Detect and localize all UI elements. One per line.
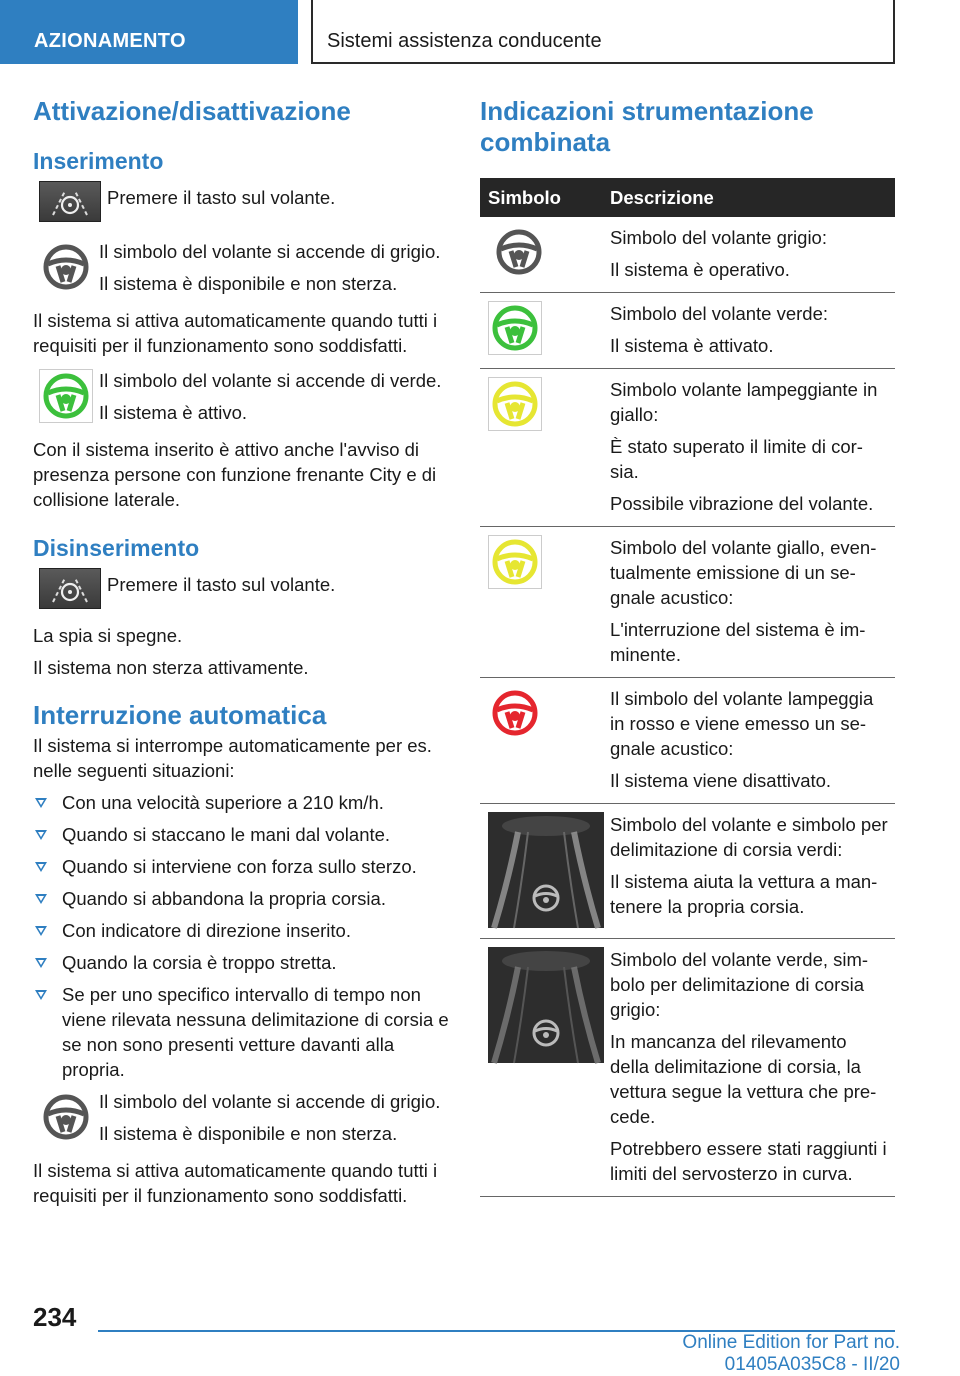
inserimento-green-text-2: Il sistema è attivo.	[99, 402, 248, 423]
interruzione-grey-text-2: Il sistema è disponibile e non sterza.	[99, 1123, 398, 1144]
edition-text: Online Edition for Part no. 01405A035C8 - II/20	[682, 1332, 900, 1375]
row-description-line: Simbolo volante lampeggiante in giallo:	[610, 379, 878, 425]
row-description-line: Potrebbero essere stati raggiunti i limiti del servosterzo in curva.	[610, 1138, 887, 1184]
row-description-line: Simbolo del volante e simbolo per delimitazione di corsia verdi:	[610, 814, 888, 860]
interruzione-list	[33, 790, 451, 1082]
list-item: Quando si staccano le mani dal volante.	[33, 822, 451, 847]
lane-assist-button-icon	[39, 181, 101, 222]
row-description-line: L'interruzione del sistema è im-minente.	[610, 619, 866, 665]
row-description-line: Simbolo del volante giallo, even-tualmente emissione di un se-gnale acustico:	[610, 537, 877, 608]
inserimento-grey-text-1: Il simbolo del volante si accende di grigio.	[99, 241, 441, 262]
table-header-descrizione: Descrizione	[610, 178, 895, 217]
list-item: Quando si abbandona la propria corsia.	[33, 886, 451, 911]
row-description-line: Simbolo del volante grigio:	[610, 227, 827, 248]
row-description-line: Simbolo del volante verde:	[610, 303, 829, 324]
symbol-table	[480, 178, 895, 1197]
row-description-line: Il sistema è operativo.	[610, 259, 790, 280]
table-row	[480, 804, 895, 939]
row-description-line: È stato superato il limite di cor-sia.	[610, 436, 863, 482]
steering-wheel-grey-icon	[41, 1092, 91, 1142]
row-description-line: Il sistema viene disattivato.	[610, 770, 832, 791]
table-row	[480, 678, 895, 804]
inserimento-green-text-1: Il simbolo del volante si accende di verde.	[99, 370, 442, 391]
left-column	[33, 96, 451, 1208]
interruzione-para: Il sistema si attiva automaticamente quando tutti i requisiti per il funzionamento sono soddisfatti.	[33, 1160, 438, 1206]
disinserimento-button-text: Premere il tasto sul volante.	[107, 574, 336, 595]
page-number: 234	[33, 1302, 77, 1332]
disinserimento-heading: Disinserimento	[33, 535, 200, 561]
row-description-line: Il simbolo del volante lampeggia in rosso e viene emesso un se-gnale acustico:	[610, 688, 874, 759]
interruzione-grey-text-1: Il simbolo del volante si accende di grigio.	[99, 1091, 441, 1112]
steering-wheel-yellow-icon	[490, 379, 540, 429]
inserimento-button-text: Premere il tasto sul volante.	[107, 187, 336, 208]
inserimento-button-row	[33, 181, 451, 222]
table-row	[480, 369, 895, 527]
chapter-tab	[311, 0, 895, 64]
right-column	[480, 96, 895, 1197]
table-row	[480, 217, 895, 293]
table-header-simbolo: Simbolo	[480, 178, 610, 217]
table-row	[480, 939, 895, 1197]
lane-grey-icon	[488, 947, 604, 1063]
row-description-line: Il sistema è attivato.	[610, 335, 774, 356]
row-description-line: Simbolo del volante verde, sim-bolo per delimitazione di corsia grigio:	[610, 949, 869, 1020]
steering-wheel-red-icon	[490, 688, 540, 738]
steering-wheel-grey-icon	[41, 242, 91, 292]
table-header-row	[480, 178, 895, 217]
chapter-label: Sistemi assistenza conducente	[327, 30, 602, 52]
inserimento-grey-text-2: Il sistema è disponibile e non sterza.	[99, 273, 398, 294]
table-row	[480, 527, 895, 678]
row-description-line: Il sistema aiuta la vettura a man-tenere la propria corsia.	[610, 871, 878, 917]
row-description-line: Possibile vibrazione del volante.	[610, 493, 874, 514]
row-description-line: In mancanza del rilevamento della delimitazione di corsia, la vettura segue la vettura che pre-cede.	[610, 1031, 877, 1127]
interruzione-intro: Il sistema si interrompe automaticamente per es. nelle seguenti situazioni:	[33, 735, 432, 781]
inserimento-green-row	[33, 368, 451, 425]
section-label: AZIONAMENTO	[34, 30, 186, 52]
inserimento-heading: Inserimento	[33, 148, 164, 174]
inserimento-para-2: Con il sistema inserito è attivo anche l'avviso di presenza persone con funzione frenante City e di collisione laterale.	[33, 439, 437, 510]
steering-wheel-grey-icon	[494, 227, 544, 277]
lane-assist-button-icon	[39, 568, 101, 609]
disinserimento-line-1: La spia si spegne.	[33, 625, 183, 646]
disinserimento-line-2: Il sistema non sterza attivamente.	[33, 657, 309, 678]
steering-wheel-green-icon	[41, 371, 91, 421]
section-tab	[0, 0, 298, 64]
steering-wheel-yellow-icon	[490, 537, 540, 587]
list-item: Quando la corsia è troppo stretta.	[33, 950, 451, 975]
list-item: Con una velocità superiore a 210 km/h.	[33, 790, 451, 815]
inserimento-para-1: Il sistema si attiva automaticamente quando tutti i requisiti per il funzionamento sono soddisfatti.	[33, 310, 438, 356]
list-item: Con indicatore di direzione inserito.	[33, 918, 451, 943]
list-item: Quando si interviene con forza sullo sterzo.	[33, 854, 451, 879]
lane-green-icon	[488, 812, 604, 928]
table-row	[480, 293, 895, 369]
steering-wheel-green-icon	[490, 303, 540, 353]
list-item: Se per uno specifico intervallo di tempo non viene rilevata nessuna delimitazione di corsia e se non sono presenti vetture davanti alla propria.	[33, 982, 451, 1082]
inserimento-grey-row	[33, 239, 451, 296]
interruzione-grey-row	[33, 1089, 451, 1146]
activation-title: Attivazione/disattivazione	[33, 96, 351, 126]
interruzione-title: Interruzione automatica	[33, 700, 327, 730]
indicazioni-title: Indicazioni strumentazione combinata	[480, 96, 814, 157]
disinserimento-button-row	[33, 568, 451, 609]
